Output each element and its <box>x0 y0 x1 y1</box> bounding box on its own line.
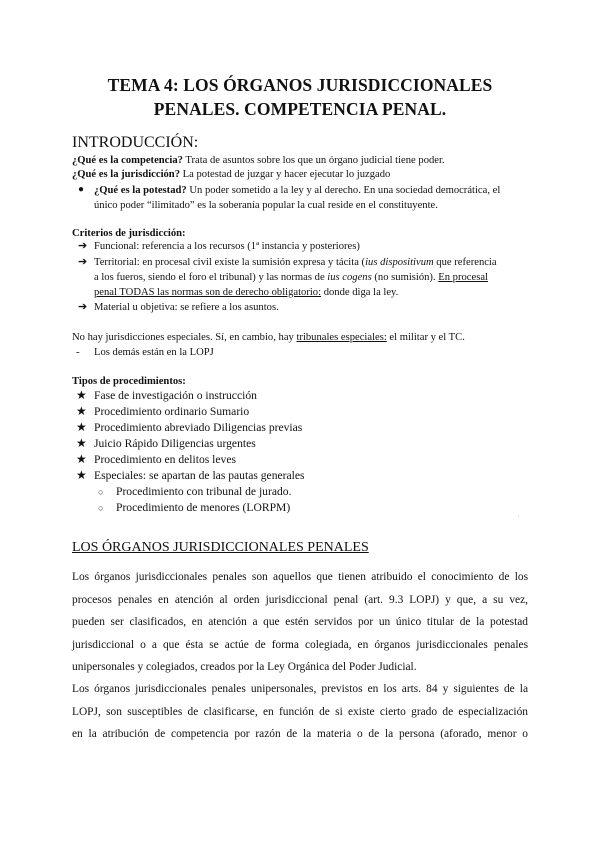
tipo-item: Especiales: se apartan de las pautas generales <box>94 469 305 482</box>
tipo-item: Juicio Rápido Diligencias urgentes <box>94 437 256 450</box>
q2-text: La potestad de juzgar y hacer ejecutar lo juzgado <box>180 169 391 180</box>
circle-icon: ○ <box>98 503 104 513</box>
tipo-subitem: Procedimiento de menores (LORPM) <box>116 501 291 514</box>
star-icon: ★ <box>76 388 87 402</box>
star-icon: ★ <box>76 420 87 434</box>
paragraph-line: en la atribución de competencia por razón de la materia o de la persona (aforado, menor o <box>72 728 528 741</box>
ius-cogens: ius cogens <box>327 272 372 283</box>
criterio-material: Material u objetiva: se refiere a los asuntos. <box>94 302 279 313</box>
paragraph-line: unipersonales y colegiados, creados por la Ley Orgánica del Poder Judicial. <box>72 661 417 674</box>
ius-dispositivum: ius dispositivum <box>365 257 434 268</box>
paragraph-2 <box>72 678 528 746</box>
bullet-icon: ● <box>78 184 85 195</box>
title-line-2: PENALES. COMPETENCIA PENAL. <box>153 99 447 119</box>
arrow-icon: ➔ <box>78 301 88 313</box>
criterios-heading: Criterios de jurisdicción: <box>72 228 186 239</box>
star-icon: ★ <box>76 436 87 450</box>
question-jurisdiccion <box>72 167 390 182</box>
territorial-text-d: a los fueros, siendo el foro el tribunal) y las normas de <box>94 272 328 283</box>
paragraph-line: Los órganos jurisdiccionales penales son aquellos que tienen atribuido el conocimiento de los <box>72 571 528 583</box>
demas-lopj: Los demás están en la LOPJ <box>94 347 214 358</box>
criterio-funcional: Funcional: referencia a los recursos (1ª instancia y posteriores) <box>94 241 360 252</box>
dash-marker: - <box>76 346 80 358</box>
arrow-icon: ➔ <box>78 256 88 268</box>
circle-icon: ○ <box>98 487 104 497</box>
section-heading: LOS ÓRGANOS JURISDICCIONALES PENALES <box>72 540 369 555</box>
stray-mark: . <box>518 513 520 519</box>
paragraph-1 <box>72 566 528 679</box>
territorial-text-a: Territorial: en procesal civil existe la sumisión expresa y tácita ( <box>94 257 366 268</box>
criterio-territorial-cont <box>94 270 488 285</box>
tipo-subitem: Procedimiento con tribunal de jurado. <box>116 485 292 498</box>
paragraph-line: Los órganos jurisdiccionales penales unipersonales, previstos en los arts. 84 y siguientes de la <box>72 683 528 695</box>
star-icon: ★ <box>76 452 87 466</box>
paragraph-line: procesos penales en atención al orden jurisdiccional penal (art. 9.3 LOPJ) y que, a su vez, <box>72 593 528 606</box>
question-potestad-cont: único poder “ilimitado” es la soberanía popular la cual reside en el constituyente. <box>94 200 438 211</box>
criterio-territorial <box>94 255 497 270</box>
jurisdicciones-especiales <box>72 330 465 345</box>
star-icon: ★ <box>76 468 87 482</box>
title-line-1: TEMA 4: LOS ÓRGANOS JURISDICCIONALES <box>107 75 493 95</box>
q1-text: Trata de asuntos sobre los que un órgano judicial tiene poder. <box>182 155 445 166</box>
territorial-text-h: penal TODAS las normas son de derecho obligatorio: <box>94 287 322 298</box>
tipo-item: Procedimiento abreviado Diligencias previas <box>94 421 303 434</box>
q1-label: ¿Qué es la competencia? <box>72 155 183 166</box>
q3-text: Un poder sometido a la ley y al derecho. En una sociedad democrática, el <box>186 185 501 196</box>
star-icon: ★ <box>76 404 87 418</box>
q2-label: ¿Qué es la jurisdicción? <box>72 169 180 180</box>
question-potestad <box>94 183 500 198</box>
tipos-heading: Tipos de procedimientos: <box>72 376 186 387</box>
q3-label: ¿Qué es la potestad? <box>94 185 187 196</box>
territorial-text-f: (no sumisión). <box>371 272 439 283</box>
paragraph-line: LOPJ, son susceptibles de clasificarse, en función de si existe cierto grado de especialización <box>72 705 528 718</box>
tipo-item: Procedimiento en delitos leves <box>94 453 236 466</box>
territorial-text-c: que referencia <box>433 257 497 268</box>
criterio-territorial-cont2 <box>94 285 398 300</box>
territorial-text-i: donde diga la ley. <box>321 287 399 298</box>
tipo-item: Fase de investigación o instrucción <box>94 389 257 402</box>
territorial-text-g: En procesal <box>438 272 488 283</box>
tipo-item: Procedimiento ordinario Sumario <box>94 405 250 418</box>
tribunales-especiales: tribunales especiales: <box>296 332 387 343</box>
arrow-icon: ➔ <box>78 240 88 252</box>
paragraph-line: jurisdiccional o a que ésta se actúe de forma colegiada, en órganos jurisdiccionales penales <box>72 638 528 651</box>
intro-heading: INTRODUCCIÓN: <box>72 134 199 151</box>
paragraph-line: pueden ser clasificados, en atención a que estén servidos por un único titular de la potestad <box>72 616 528 629</box>
question-competencia <box>72 153 445 168</box>
especiales-text-3: el militar y el TC. <box>386 332 465 343</box>
page-title <box>60 73 540 121</box>
especiales-text-1: No hay jurisdicciones especiales. Sí, en cambio, hay <box>72 332 297 343</box>
